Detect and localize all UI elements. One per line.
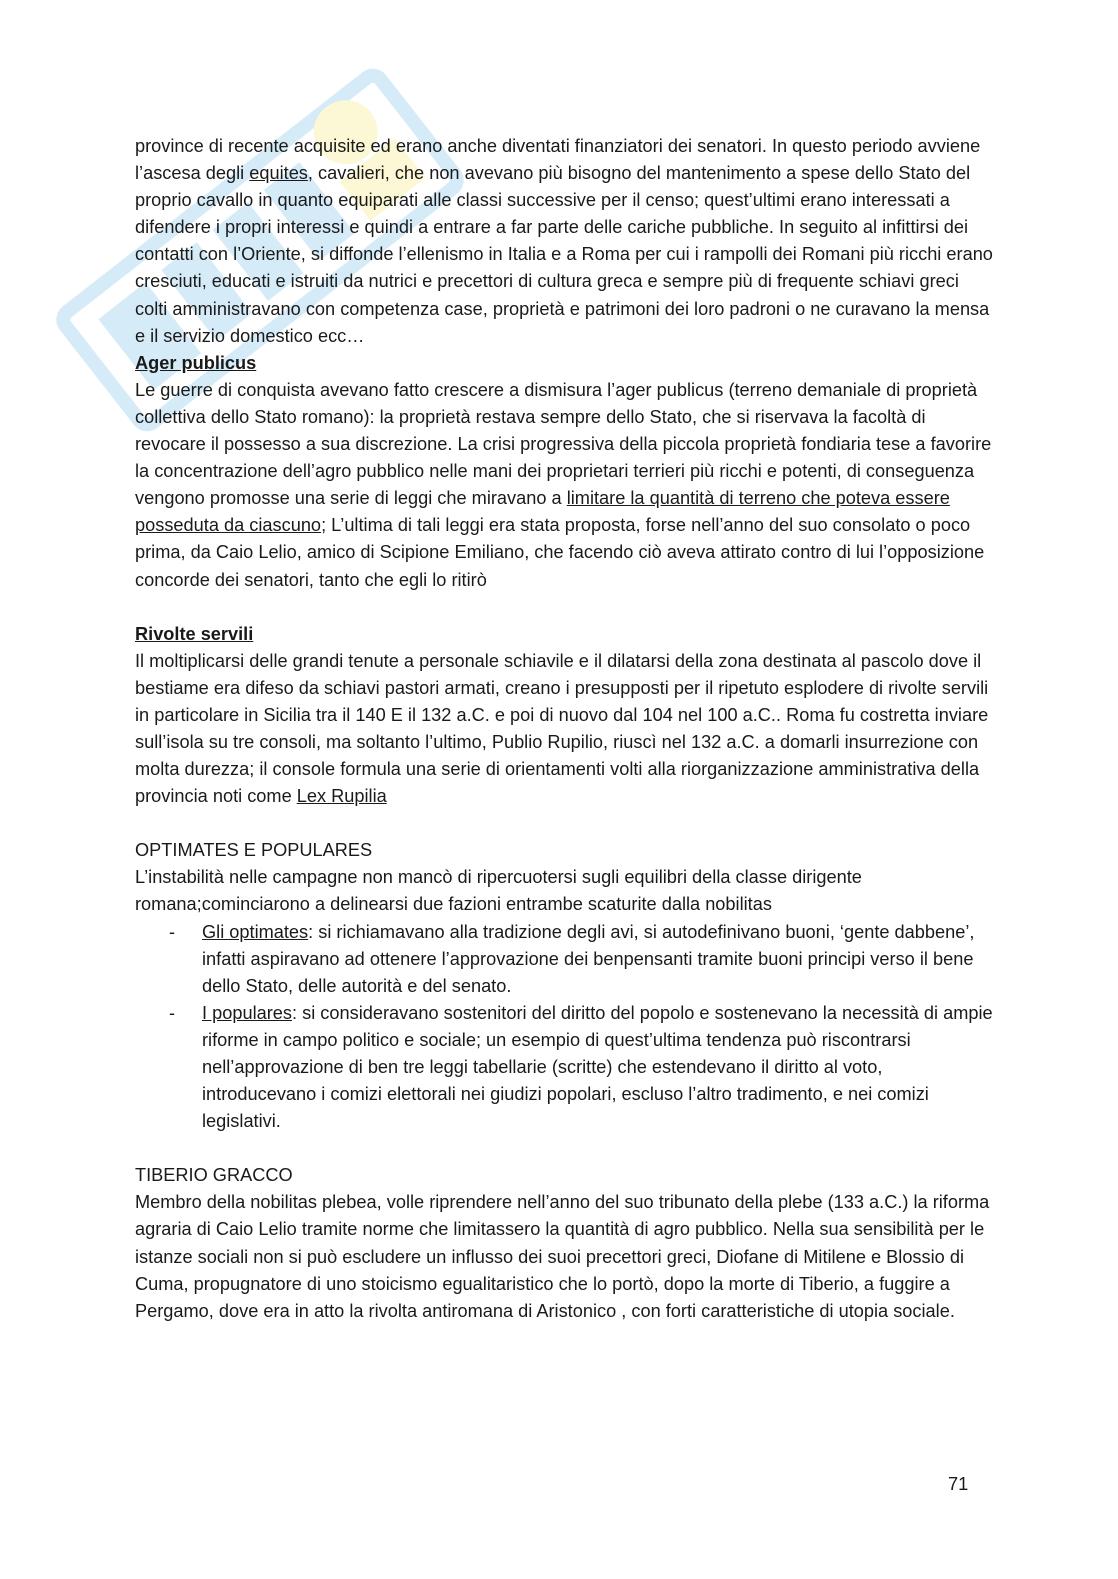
- factions-list: [135, 919, 995, 1136]
- lex-rupilia-term: Lex Rupilia: [296, 786, 387, 807]
- list-item: [202, 919, 995, 1000]
- page-number: 71: [948, 1474, 969, 1494]
- populares-term: I populares: [202, 1002, 292, 1023]
- intro-paragraph: [135, 133, 995, 350]
- ager-publicus-paragraph: [135, 377, 995, 594]
- list-item: [202, 1000, 995, 1135]
- optimates-populares-paragraph: L’instabilità nelle campagne non mancò di ripercuotersi sugli equilibri della classe dirigente romana;cominciarono a delinearsi due fazioni entrambe scaturite dalla nobilitas: [135, 867, 862, 915]
- document-page: [135, 133, 995, 1325]
- rivolte-servili-heading: Rivolte servili: [135, 623, 254, 644]
- rivolte-servili-paragraph: [135, 648, 995, 811]
- ager-text-a: Le guerre di conquista avevano fatto crescere a dismisura l’ager publicus (terreno demaniale di proprietà collettiva dello Stato romano): la proprietà restava sempre dello Stato, che si riservava la facoltà di revocare il possesso a sua discrezione. La crisi progressiva della piccola proprietà fondiaria tese a favorire la concentrazione dell’agro pubblico nelle mani dei proprietari terrieri più ricchi e potenti, di conseguenza vengono promosse una serie di leggi che miravano a: [135, 379, 992, 509]
- rivolte-text-a: Il moltiplicarsi delle grandi tenute a personale schiavile e il dilatarsi della zona destinata al pascolo dove il bestiame era difeso da schiavi pastori armati, creano i presupposti per il ripetuto esplodere di rivolte servili in particolare in Sicilia tra il 140 E il 132 a.C. e poi di nuovo dal 104 nel 100 a.C.. Roma fu costretta inviare sull’isola su tre consoli, ma soltanto l’ultimo, Publio Rupilio, riuscì nel 132 a.C. a domarli insurrezione con molta durezza; il console formula una serie di orientamenti volti alla riorganizzazione amministrativa della provincia noti come: [135, 650, 989, 807]
- optimates-text: : si richiamavano alla tradizione degli avi, si autodefinivano buoni, ‘gente dabbene’, infatti aspiravano ad ottenere l’approvazione dei benpensanti tramite buoni principi verso il bene dello Stato, delle autorità e del senato.: [202, 921, 975, 996]
- equites-term: equites: [249, 163, 308, 184]
- intro-text-b: , cavalieri, che non avevano più bisogno del mantenimento a spese dello Stato del proprio cavallo in quanto equiparati alle classi successive per il censo; quest’ultimi erano interessati a difendere i propri interessi e quindi a entrare a far parte delle cariche pubbliche. In seguito al infittirsi dei contatti con l’Oriente, si diffonde l’ellenismo in Italia e a Roma per cui i rampolli dei Romani più ricchi erano cresciuti, educati e istruiti da nutrici e precettori di cultura greca e sempre più di frequente schiavi greci colti amministravano con competenza case, proprietà e patrimoni dei loro padroni o ne curavano la mensa e il servizio domestico ecc…: [135, 163, 993, 346]
- tiberio-gracco-heading: TIBERIO GRACCO: [135, 1165, 293, 1186]
- tiberio-gracco-paragraph: Membro della nobilitas plebea, volle riprendere nell’anno del suo tribunato della plebe (133 a.C.) la riforma agraria di Caio Lelio tramite norme che limitassero la quantità di agro pubblico. Nella sua sensibilità per le istanze sociali non si può escludere un influsso dei suoi precettori greci, Diofane di Mitilene e Blossio di Cuma, propugnatore di uno stoicismo egualitaristico che lo portò, dopo la morte di Tiberio, a fuggire a Pergamo, dove era in atto la rivolta antiromana di Aristonico , con forti caratteristiche di utopia sociale.: [135, 1192, 990, 1321]
- optimates-populares-heading: OPTIMATES E POPULARES: [135, 840, 373, 861]
- optimates-term: Gli optimates: [202, 921, 309, 942]
- ager-underlined-text: limitare la quantità di terreno che poteva essere posseduta da ciascuno: [135, 488, 950, 536]
- intro-text-a: province di recente acquisite ed erano anche diventati finanziatori dei senatori. In questo periodo avviene l’ascesa degli: [135, 136, 981, 184]
- populares-text: : si consideravano sostenitori del diritto del popolo e sostenevano la necessità di ampie riforme in campo politico e sociale; un esempio di quest’ultima tendenza può riscontrarsi nell’approvazione di ben tre leggi tabellarie (scritte) che estendevano il diritto al voto, introducevano i comizi elettorali nei giudizi popolari, escluso l’altro tradimento, e nei comizi legislativi.: [202, 1002, 993, 1132]
- ager-publicus-heading: Ager publicus: [135, 352, 257, 373]
- ager-text-b: ; L’ultima di tali leggi era stata proposta, forse nell’anno del suo consolato o poco prima, da Caio Lelio, amico di Scipione Emiliano, che facendo ciò aveva attirato contro di lui l’opposizione concorde dei senatori, tanto che egli lo ritirò: [135, 515, 985, 590]
